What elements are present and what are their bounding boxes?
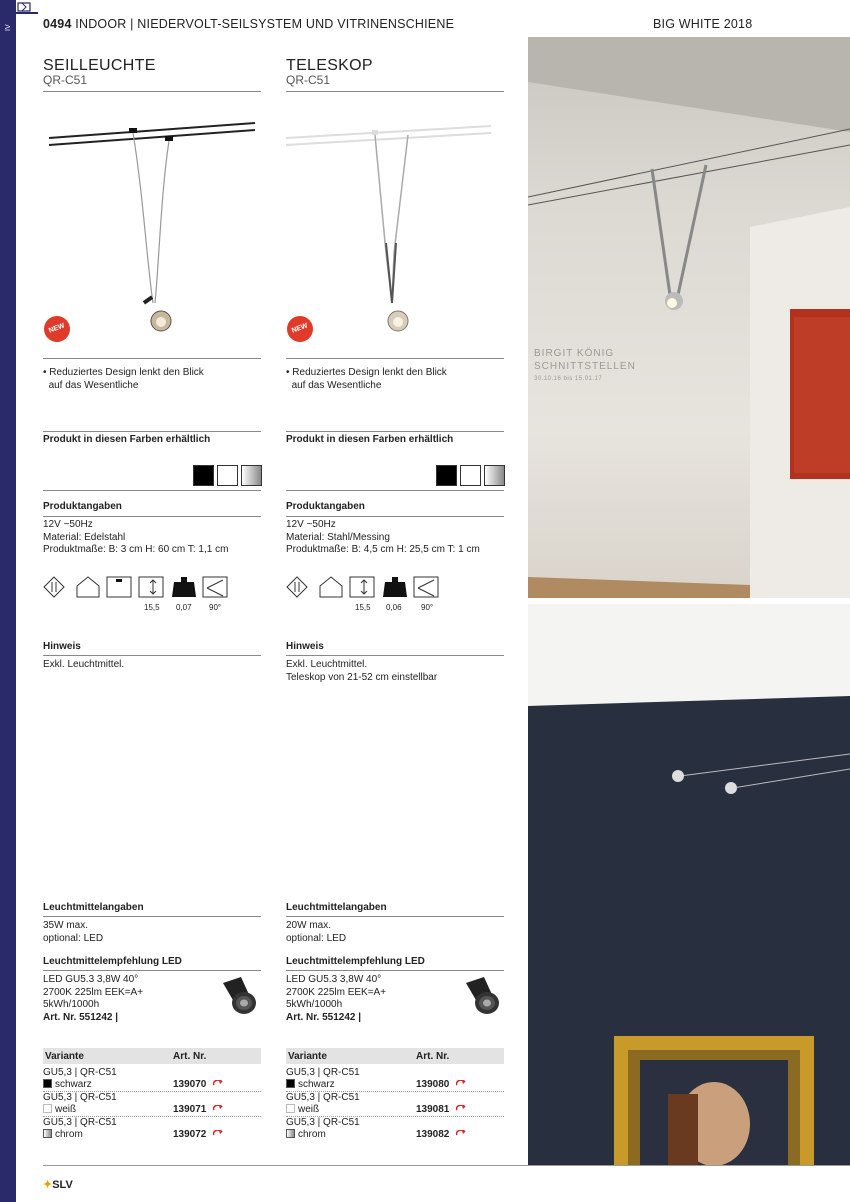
color-swatch-white[interactable] xyxy=(460,465,481,486)
divider xyxy=(286,655,504,656)
variant-row-black[interactable]: GU5,3 | QR-C51 schwarz 139080 xyxy=(286,1067,504,1091)
order-arrow-icon xyxy=(456,1105,466,1112)
led-heading: Leuchtmittelempfehlung LED xyxy=(43,956,182,967)
divider xyxy=(43,358,261,359)
divider xyxy=(286,490,504,491)
divider xyxy=(43,916,261,917)
lamp-text: 35W max. optional: LED xyxy=(43,920,104,944)
page-header xyxy=(43,17,850,39)
specs-text: 12V ~50Hz Material: Stahl/Messing Produktmaße: B: 4,5 cm H: 25,5 cm T: 1 cm xyxy=(286,519,480,555)
specs-heading: Produktangaben xyxy=(43,501,122,512)
order-arrow-icon xyxy=(456,1130,466,1137)
icon-label-weight: 0,06 xyxy=(386,603,402,612)
art-number: 139081 xyxy=(416,1104,450,1115)
art-number: 139071 xyxy=(173,1104,207,1115)
tilt-angle-icon xyxy=(414,577,438,597)
side-tab-label: IV xyxy=(5,24,12,31)
catalog-title: BIG WHITE 2018 xyxy=(653,17,753,31)
led-text: LED GU5.3 3,8W 40° 2700K 225lm EEK=A+ 5kWh/1000h Art. Nr. 551242 | xyxy=(43,974,261,1024)
protection-class-icon xyxy=(44,577,64,597)
tilt-angle-icon xyxy=(203,577,227,597)
divider xyxy=(286,91,504,92)
product-column-seilleuchte xyxy=(43,57,261,1140)
divider xyxy=(43,431,261,432)
art-number: 139070 xyxy=(173,1079,207,1090)
order-arrow-icon xyxy=(213,1080,223,1087)
chip-chrome xyxy=(43,1129,52,1138)
order-arrow-icon xyxy=(213,1105,223,1112)
divider xyxy=(286,916,504,917)
exhibition-wall-text: BIRGIT KÖNIG SCHNITTSTELLEN 30.10.16 bis 15.01.17 xyxy=(534,348,636,382)
new-badge: NEW xyxy=(40,312,73,345)
chip-black xyxy=(286,1079,295,1088)
color-swatch-white[interactable] xyxy=(217,465,238,486)
divider xyxy=(286,516,504,517)
divider xyxy=(286,970,504,971)
product-title: TELESKOP xyxy=(286,57,373,74)
art-number: 139082 xyxy=(416,1129,450,1140)
note-text: Exkl. Leuchtmittel. Teleskop von 21-52 cm einstellbar xyxy=(286,659,438,683)
variant-row-white[interactable]: GU5,3 | QR-C51 weiß 139071 xyxy=(43,1092,261,1116)
led-text: LED GU5.3 3,8W 40° 2700K 225lm EEK=A+ 5kWh/1000h Art. Nr. 551242 | xyxy=(286,974,504,1024)
variant-table-header: Variante Art. Nr. xyxy=(286,1048,504,1064)
variant-row-chrome[interactable]: GU5,3 | QR-C51 chrom 139072 xyxy=(43,1117,261,1141)
led-bulb-image xyxy=(460,975,502,1015)
page-number: 0494 xyxy=(43,17,72,31)
variant-row-black[interactable]: GU5,3 | QR-C51 schwarz 139070 xyxy=(43,1067,261,1091)
note-text: Exkl. Leuchtmittel. xyxy=(43,659,125,670)
gallery-scene xyxy=(528,37,850,598)
order-arrow-icon xyxy=(213,1130,223,1137)
gallery-scene-dark xyxy=(528,604,850,1166)
indoor-house-icon xyxy=(77,577,99,597)
feature-bullet: • Reduziertes Design lenkt den Blick auf das Wesentliche xyxy=(43,367,204,391)
height-adjust-icon xyxy=(139,577,163,597)
chip-chrome xyxy=(286,1129,295,1138)
variant-row-white[interactable]: GU5,3 | QR-C51 weiß 139081 xyxy=(286,1092,504,1116)
led-bulb-image xyxy=(217,975,259,1015)
divider xyxy=(286,358,504,359)
divider xyxy=(43,490,261,491)
note-heading: Hinweis xyxy=(286,641,324,652)
icon-label-height: 15,5 xyxy=(355,603,371,612)
brand-logo: ✦SLV xyxy=(43,1179,73,1191)
section-tab-icon xyxy=(0,0,40,40)
icon-label-angle: 90° xyxy=(421,603,434,612)
led-heading: Leuchtmittelempfehlung LED xyxy=(286,956,425,967)
section-title: INDOOR | NIEDERVOLT-SEILSYSTEM UND VITRINENSCHIENE xyxy=(75,17,455,31)
color-swatch-chrome[interactable] xyxy=(484,465,505,486)
icon-label-angle: 90° xyxy=(209,603,222,612)
led-art-number: Art. Nr. 551242 | xyxy=(286,1011,362,1023)
variant-row-chrome[interactable]: GU5,3 | QR-C51 chrom 139082 xyxy=(286,1117,504,1141)
product-title: SEILLEUCHTE xyxy=(43,57,156,74)
footer-divider xyxy=(43,1165,850,1166)
note-heading: Hinweis xyxy=(43,641,81,652)
led-art-number: Art. Nr. 551242 | xyxy=(43,1011,119,1023)
product-model: QR-C51 xyxy=(43,73,88,87)
ceiling-mount-icon xyxy=(107,577,131,597)
chip-white xyxy=(286,1104,295,1113)
product-column-teleskop xyxy=(286,57,504,1140)
specs-text: 12V ~50Hz Material: Edelstahl Produktmaße: B: 3 cm H: 60 cm T: 1,1 cm xyxy=(43,519,229,555)
chip-black xyxy=(43,1079,52,1088)
lamp-heading: Leuchtmittelangaben xyxy=(43,902,144,913)
colors-heading: Produkt in diesen Farben erhältlich xyxy=(43,434,211,445)
weight-icon xyxy=(383,577,407,597)
colors-heading: Produkt in diesen Farben erhältlich xyxy=(286,434,454,445)
divider xyxy=(286,431,504,432)
variant-table-header: Variante Art. Nr. xyxy=(43,1048,261,1064)
divider xyxy=(43,91,261,92)
product-image-teleskop xyxy=(286,113,504,343)
lamp-heading: Leuchtmittelangaben xyxy=(286,902,387,913)
product-image-seilleuchte xyxy=(43,113,261,343)
lamp-text: 20W max. optional: LED xyxy=(286,920,347,944)
weight-icon xyxy=(172,577,196,597)
product-model: QR-C51 xyxy=(286,73,331,87)
specs-heading: Produktangaben xyxy=(286,501,365,512)
new-badge: NEW xyxy=(283,312,316,345)
sidebar-strip xyxy=(0,0,16,1202)
gallery-photo-top xyxy=(528,37,850,598)
height-adjust-icon xyxy=(350,577,374,597)
protection-class-icon xyxy=(287,577,307,597)
divider xyxy=(43,970,261,971)
icon-label-weight: 0,07 xyxy=(176,603,192,612)
icon-label-height: 15,5 xyxy=(144,603,160,612)
divider xyxy=(43,655,261,656)
chip-white xyxy=(43,1104,52,1113)
indoor-house-icon xyxy=(320,577,342,597)
divider xyxy=(43,516,261,517)
color-swatch-chrome[interactable] xyxy=(241,465,262,486)
gallery-photo-bottom xyxy=(528,604,850,1166)
art-number: 139072 xyxy=(173,1129,207,1140)
color-swatch-black[interactable] xyxy=(193,465,214,486)
art-number: 139080 xyxy=(416,1079,450,1090)
feature-bullet: • Reduziertes Design lenkt den Blick auf das Wesentliche xyxy=(286,367,447,391)
order-arrow-icon xyxy=(456,1080,466,1087)
color-swatch-black[interactable] xyxy=(436,465,457,486)
